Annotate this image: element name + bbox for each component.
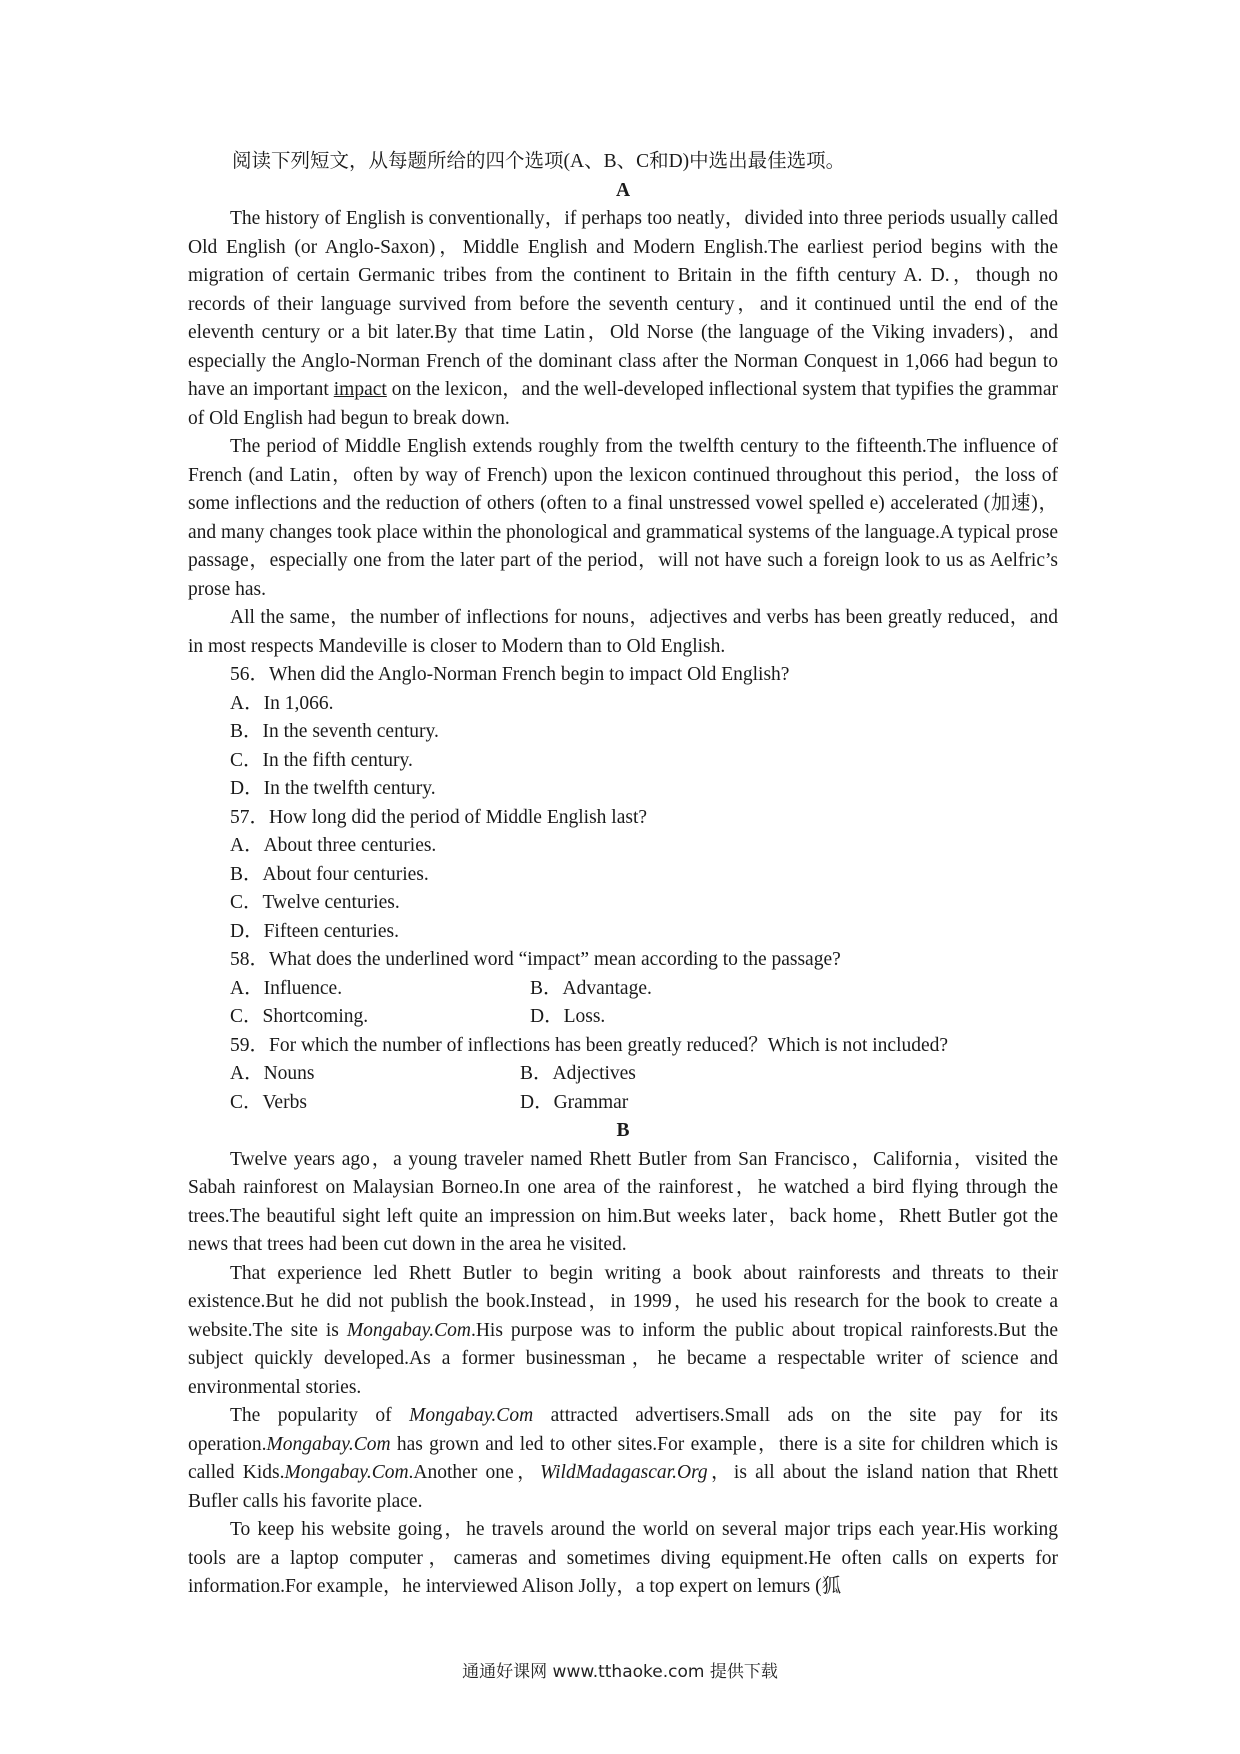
question-59: 59．For which the number of inflections has been greatly reduced？Which is not included? — [230, 1034, 949, 1056]
website-name: Mongabay.Com — [409, 1405, 534, 1426]
option-57-b: B．About four centuries. — [230, 863, 429, 885]
passage-a-paragraph-3: All the same，the number of inflections for nouns，adjectives and verbs has been greatly reduced，and in most respects Mandeville is closer to Modern than to Old English. — [188, 607, 1058, 657]
paragraph-text: .His purpose was to inform the public about tropical rainforests.But the subject quickly developed.As a former businessman，he became a respectable writer of science and environmental stories. — [188, 1319, 1059, 1398]
passage-b-paragraph-1: Twelve years ago，a young traveler named Rhett Butler from San Francisco，California，visited the Sabah rainforest on Malaysian Borneo.In one area of the rainforest，he watched a bird flying through the trees.The beautiful sight left quite an impression on him.But weeks later，back home，Rhett Butler got the news that trees had been cut down in the area he visited. — [188, 1148, 1058, 1255]
paragraph-text: has grown and led to other sites.For example，there is a site for children which is called Kids. — [188, 1433, 1058, 1483]
document-page — [188, 148, 1058, 1602]
passage-b-paragraph-3 — [188, 1402, 1058, 1516]
underlined-word: impact — [333, 379, 387, 400]
page-footer: 通通好课网 www.tthaoke.com 提供下载 — [462, 1662, 778, 1682]
passage-a-paragraph-2: The period of Middle English extends roughly from the twelfth century to the fifteenth.The influence of French (and Latin，often by way of French) upon the lexicon continued throughout this period，the loss of some inflections and the reduction of others (often to a final unstressed vowel spelled e) accelerated (加速)，and many changes took place within the phonological and grammatical systems of the language.A typical prose passage，especially one from the later part of the period，will not have such a foreign look to us as Aelfric’s prose has. — [188, 436, 1058, 600]
passage-b-heading: B — [616, 1120, 630, 1141]
option-57-d: D．Fifteen centuries. — [230, 920, 399, 942]
passage-b-paragraph-4: To keep his website going，he travels around the world on several major trips each year.His working tools are a laptop computer，cameras and sometimes diving equipment.He often calls on experts for information.For example，he interviewed Alison Jolly，a top expert on lemurs (狐 — [188, 1519, 1058, 1597]
option-58-c: C．Shortcoming. — [230, 1006, 369, 1027]
option-56-c: C．In the fifth century. — [230, 749, 413, 771]
paragraph-text: attracted advertisers.Small ads on the site pay for its operation. — [188, 1405, 1058, 1455]
website-name: Mongabay.Com — [284, 1462, 409, 1483]
option-59-d: D．Grammar — [520, 1091, 629, 1113]
question-57: 57．How long did the period of Middle English last? — [230, 806, 648, 828]
question-56: 56．When did the Anglo-Norman French begin to impact Old English? — [230, 664, 790, 685]
website-name: Mongabay.Com — [346, 1319, 471, 1341]
passage-a-heading: A — [615, 179, 631, 201]
paragraph-text: That experience led Rhett Butler to begin writing a book about rainforests and threats to their existence.But he did not publish the book.Instead，in 1999，he used his research for the book to create a website.The site is — [188, 1262, 1058, 1341]
website-name: Mongabay.Com — [266, 1433, 391, 1455]
option-59-c: C．Verbs — [230, 1091, 307, 1113]
option-58-d: D．Loss. — [530, 1006, 606, 1027]
option-56-b: B．In the seventh century. — [230, 721, 439, 742]
options-58-row-1 — [188, 975, 1058, 1004]
option-56-d: D．In the twelfth century. — [230, 778, 436, 799]
option-58-b: B．Advantage. — [530, 977, 652, 999]
option-57-c: C．Twelve centuries. — [230, 892, 400, 913]
question-58: 58．What does the underlined word “impact” mean according to the passage? — [230, 949, 841, 970]
option-59-a: A．Nouns — [230, 1063, 315, 1084]
paragraph-text: .Another one， — [408, 1462, 540, 1483]
website-name: WildMadagascar.Org — [539, 1462, 708, 1483]
passage-b-paragraph-2 — [188, 1260, 1058, 1403]
option-57-a: A．About three centuries. — [230, 835, 437, 856]
option-58-a: A．Influence. — [230, 977, 343, 999]
option-59-b: B．Adjectives — [520, 1063, 636, 1084]
passage-a-paragraph-1 — [188, 205, 1058, 433]
options-58-row-2 — [188, 1003, 1058, 1032]
paragraph-text: ，is all about the island nation that Rhett Bufler calls his favorite place. — [188, 1462, 1058, 1512]
paragraph-text: The history of English is conventionally，if perhaps too neatly，divided into three periods usually called Old English (or Anglo-Saxon)，Middle English and Modern English.The earliest period begins with the migration of certain Germanic tribes from the continent to Britain in the fifth century A. D.，though no records of their language survived from before the seventh century，and it continued until the end of the eleventh century or a bit later.By that time Latin，Old Norse (the language of the Viking invaders)，and especially the Anglo-Norman French of the dominant class after the Norman Conquest in 1,066 had begun to have an important — [188, 208, 1058, 400]
options-59-row-1 — [188, 1060, 1058, 1089]
paragraph-text: on the lexicon，and the well-developed inflectional system that typifies the grammar of Old English had begun to break down. — [188, 379, 1059, 429]
options-59-row-2 — [188, 1089, 1058, 1118]
paragraph-text: The popularity of — [230, 1405, 410, 1426]
option-56-a: A．In 1,066. — [230, 692, 334, 714]
instruction-text: 阅读下列短文，从每题所给的四个选项(A、B、C和D)中选出最佳选项。 — [232, 151, 846, 172]
